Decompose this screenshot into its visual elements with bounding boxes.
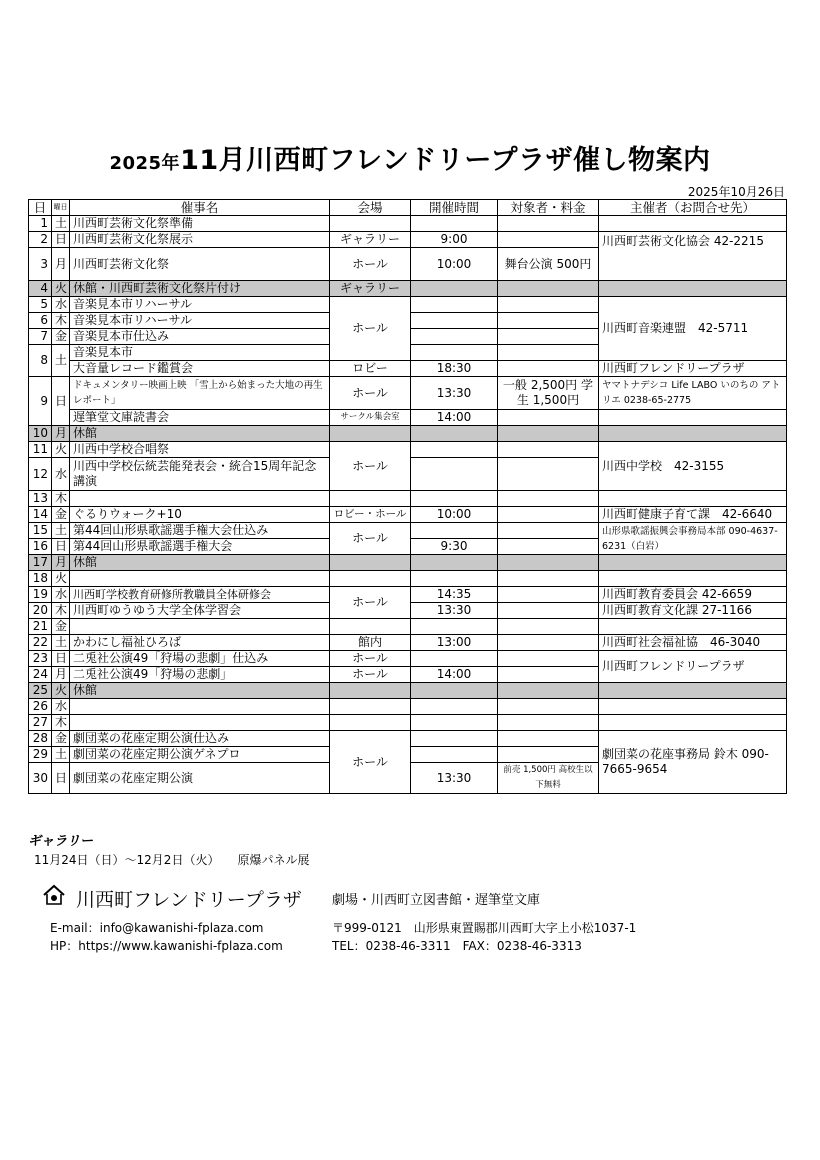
venue-cell: サークル集会室 bbox=[330, 410, 411, 426]
price-cell: 舞台公演 500円 bbox=[498, 248, 599, 281]
weekday-cell: 日 bbox=[52, 763, 70, 794]
price-cell bbox=[498, 458, 599, 491]
event-cell: 川西町芸術文化祭 bbox=[70, 248, 330, 281]
weekday-cell: 日 bbox=[52, 651, 70, 667]
price-cell bbox=[498, 731, 599, 747]
table-row bbox=[29, 361, 787, 377]
venue-cell bbox=[330, 683, 411, 699]
time-cell bbox=[411, 699, 498, 715]
organizer-cell bbox=[599, 410, 787, 426]
weekday-cell: 月 bbox=[52, 426, 70, 442]
price-cell bbox=[498, 345, 599, 361]
venue-cell: ホール bbox=[330, 523, 411, 555]
event-cell bbox=[70, 715, 330, 731]
event-cell: 音楽見本市リハーサル bbox=[70, 297, 330, 313]
weekday-cell: 金 bbox=[52, 731, 70, 747]
venue-cell bbox=[330, 555, 411, 571]
time-cell bbox=[411, 345, 498, 361]
organizer-cell bbox=[599, 683, 787, 699]
weekday-cell: 日 bbox=[52, 377, 70, 426]
day-cell: 23 bbox=[29, 651, 52, 667]
time-cell bbox=[411, 281, 498, 297]
weekday-cell: 火 bbox=[52, 571, 70, 587]
footer-address: 〒999-0121 山形県東置賜郡川西町大字上小松1037-1 bbox=[332, 921, 637, 935]
weekday-cell: 金 bbox=[52, 507, 70, 523]
table-row bbox=[29, 442, 787, 458]
weekday-cell: 水 bbox=[52, 297, 70, 313]
header-event: 催事名 bbox=[70, 200, 330, 216]
venue-cell bbox=[330, 426, 411, 442]
weekday-cell: 火 bbox=[52, 281, 70, 297]
day-cell: 26 bbox=[29, 699, 52, 715]
event-cell: ぐるりウォーク+10 bbox=[70, 507, 330, 523]
venue-cell: ホール bbox=[330, 651, 411, 667]
day-cell: 12 bbox=[29, 458, 52, 491]
weekday-cell: 日 bbox=[52, 539, 70, 555]
price-cell bbox=[498, 603, 599, 619]
header-time: 開催時間 bbox=[411, 200, 498, 216]
header-day: 日 bbox=[29, 200, 52, 216]
time-cell bbox=[411, 313, 498, 329]
organizer-cell: 川西中学校 42-3155 bbox=[599, 442, 787, 491]
footer-facilities: 劇場・川西町立図書館・遅筆堂文庫 bbox=[332, 893, 541, 908]
table-row bbox=[29, 297, 787, 313]
footer-hp: HP：https://www.kawanishi-fplaza.com bbox=[50, 939, 283, 953]
table-row bbox=[29, 216, 787, 232]
organizer-cell bbox=[599, 281, 787, 297]
time-cell: 13:30 bbox=[411, 763, 498, 794]
day-cell: 11 bbox=[29, 442, 52, 458]
price-cell bbox=[498, 216, 599, 232]
venue-cell bbox=[330, 216, 411, 232]
price-cell: 前売 1,500円 高校生以下無料 bbox=[498, 763, 599, 794]
day-cell: 13 bbox=[29, 491, 52, 507]
event-cell: 休館 bbox=[70, 555, 330, 571]
weekday-cell: 金 bbox=[52, 329, 70, 345]
price-cell bbox=[498, 523, 599, 539]
weekday-cell: 土 bbox=[52, 345, 70, 377]
weekday-cell: 水 bbox=[52, 587, 70, 603]
day-cell: 9 bbox=[29, 377, 52, 426]
price-cell bbox=[498, 571, 599, 587]
day-cell: 19 bbox=[29, 587, 52, 603]
venue-cell: ホール bbox=[330, 667, 411, 683]
table-row bbox=[29, 377, 787, 410]
day-cell: 20 bbox=[29, 603, 52, 619]
venue-cell: ホール bbox=[330, 442, 411, 491]
event-cell: 休館 bbox=[70, 426, 330, 442]
venue-cell bbox=[330, 491, 411, 507]
time-cell: 10:00 bbox=[411, 507, 498, 523]
event-cell: 休館 bbox=[70, 683, 330, 699]
organizer-cell bbox=[599, 555, 787, 571]
title-year: 2025年 bbox=[109, 153, 181, 174]
time-cell: 9:00 bbox=[411, 232, 498, 248]
table-row bbox=[29, 555, 787, 571]
time-cell bbox=[411, 491, 498, 507]
venue-cell: ホール bbox=[330, 248, 411, 281]
table-row bbox=[29, 587, 787, 603]
day-cell: 25 bbox=[29, 683, 52, 699]
time-cell bbox=[411, 426, 498, 442]
day-cell: 14 bbox=[29, 507, 52, 523]
time-cell: 9:30 bbox=[411, 539, 498, 555]
day-cell: 24 bbox=[29, 667, 52, 683]
time-cell bbox=[411, 458, 498, 491]
organizer-cell bbox=[599, 699, 787, 715]
time-cell: 13:30 bbox=[411, 377, 498, 410]
time-cell bbox=[411, 619, 498, 635]
price-cell bbox=[498, 361, 599, 377]
table-row bbox=[29, 731, 787, 747]
table-row bbox=[29, 683, 787, 699]
event-cell: 川西町ゆうゆう大学全体学習会 bbox=[70, 603, 330, 619]
day-cell: 18 bbox=[29, 571, 52, 587]
time-cell bbox=[411, 523, 498, 539]
time-cell bbox=[411, 216, 498, 232]
day-cell: 30 bbox=[29, 763, 52, 794]
day-cell: 27 bbox=[29, 715, 52, 731]
venue-cell: ホール bbox=[330, 297, 411, 361]
price-cell bbox=[498, 313, 599, 329]
weekday-cell: 月 bbox=[52, 667, 70, 683]
event-cell: 劇団菜の花座定期公演ゲネプロ bbox=[70, 747, 330, 763]
table-row bbox=[29, 651, 787, 667]
organizer-cell: 川西町音楽連盟 42-5711 bbox=[599, 297, 787, 361]
price-cell bbox=[498, 281, 599, 297]
event-cell: 川西町学校教育研修所教職員全体研修会 bbox=[70, 587, 330, 603]
table-row bbox=[29, 715, 787, 731]
table-row bbox=[29, 281, 787, 297]
time-cell: 14:00 bbox=[411, 410, 498, 426]
organizer-cell: 川西町フレンドリープラザ bbox=[599, 361, 787, 377]
day-cell: 1 bbox=[29, 216, 52, 232]
day-cell: 6 bbox=[29, 313, 52, 329]
day-cell: 21 bbox=[29, 619, 52, 635]
event-cell: 劇団菜の花座定期公演仕込み bbox=[70, 731, 330, 747]
time-cell: 14:00 bbox=[411, 667, 498, 683]
header-venue: 会場 bbox=[330, 200, 411, 216]
price-cell bbox=[498, 699, 599, 715]
footer-email: E-mail：info@kawanishi-fplaza.com bbox=[50, 921, 264, 935]
as-of-date: 2025年10月26日 bbox=[687, 185, 785, 199]
weekday-cell: 金 bbox=[52, 619, 70, 635]
weekday-cell: 土 bbox=[52, 635, 70, 651]
event-cell: 音楽見本市 bbox=[70, 345, 330, 361]
organizer-cell: 川西町教育委員会 42-6659 bbox=[599, 587, 787, 603]
organizer-cell: 劇団菜の花座事務局 鈴木 090-7665-9654 bbox=[599, 731, 787, 794]
organizer-cell bbox=[599, 426, 787, 442]
price-cell bbox=[498, 232, 599, 248]
time-cell bbox=[411, 651, 498, 667]
organizer-cell bbox=[599, 216, 787, 232]
page-title bbox=[0, 138, 820, 177]
price-cell bbox=[498, 329, 599, 345]
venue-cell: ロビー・ホール bbox=[330, 507, 411, 523]
event-cell: 川西中学校合唱祭 bbox=[70, 442, 330, 458]
organizer-cell: 山形県歌謡振興会事務局本部 090-4637-6231（白岩） bbox=[599, 523, 787, 555]
price-cell bbox=[498, 667, 599, 683]
organizer-cell: 川西町フレンドリープラザ bbox=[599, 651, 787, 683]
table-row bbox=[29, 491, 787, 507]
price-cell bbox=[498, 410, 599, 426]
time-cell bbox=[411, 683, 498, 699]
day-cell: 15 bbox=[29, 523, 52, 539]
weekday-cell: 火 bbox=[52, 683, 70, 699]
gallery-dates: 11月24日（日）～12月2日（火） bbox=[34, 853, 220, 867]
price-cell bbox=[498, 715, 599, 731]
weekday-cell: 土 bbox=[52, 523, 70, 539]
price-cell bbox=[498, 442, 599, 458]
weekday-cell: 木 bbox=[52, 313, 70, 329]
weekday-cell: 火 bbox=[52, 442, 70, 458]
weekday-cell: 水 bbox=[52, 458, 70, 491]
price-cell bbox=[498, 555, 599, 571]
price-cell bbox=[498, 297, 599, 313]
weekday-cell: 木 bbox=[52, 715, 70, 731]
organizer-cell: 川西町教育文化課 27-1166 bbox=[599, 603, 787, 619]
event-cell: 音楽見本市リハーサル bbox=[70, 313, 330, 329]
day-cell: 4 bbox=[29, 281, 52, 297]
time-cell: 14:35 bbox=[411, 587, 498, 603]
day-cell: 17 bbox=[29, 555, 52, 571]
day-cell: 5 bbox=[29, 297, 52, 313]
price-cell: 一般 2,500円 学生 1,500円 bbox=[498, 377, 599, 410]
weekday-cell: 土 bbox=[52, 216, 70, 232]
event-schedule-table bbox=[28, 199, 787, 794]
day-cell: 16 bbox=[29, 539, 52, 555]
header-price: 対象者・料金 bbox=[498, 200, 599, 216]
price-cell bbox=[498, 635, 599, 651]
table-header-row bbox=[29, 200, 787, 216]
price-cell bbox=[498, 683, 599, 699]
time-cell: 18:30 bbox=[411, 361, 498, 377]
event-cell: ドキュメンタリー映画上映 「雪上から始まった大地の再生レポート」 bbox=[70, 377, 330, 410]
day-cell: 28 bbox=[29, 731, 52, 747]
weekday-cell: 木 bbox=[52, 491, 70, 507]
organizer-cell bbox=[599, 715, 787, 731]
organizer-cell bbox=[599, 619, 787, 635]
title-main: 11月川西町フレンドリープラザ催し物案内 bbox=[180, 145, 711, 176]
weekday-cell: 月 bbox=[52, 248, 70, 281]
venue-cell bbox=[330, 699, 411, 715]
time-cell bbox=[411, 747, 498, 763]
event-cell: 劇団菜の花座定期公演 bbox=[70, 763, 330, 794]
gallery-title: 原爆パネル展 bbox=[237, 853, 310, 867]
weekday-cell: 月 bbox=[52, 555, 70, 571]
day-cell: 10 bbox=[29, 426, 52, 442]
price-cell bbox=[498, 619, 599, 635]
organizer-cell bbox=[599, 491, 787, 507]
venue-cell: ギャラリー bbox=[330, 232, 411, 248]
time-cell bbox=[411, 442, 498, 458]
venue-cell: ギャラリー bbox=[330, 281, 411, 297]
table-row bbox=[29, 619, 787, 635]
weekday-cell: 木 bbox=[52, 603, 70, 619]
time-cell bbox=[411, 297, 498, 313]
table-row bbox=[29, 426, 787, 442]
event-cell: 大音量レコード鑑賞会 bbox=[70, 361, 330, 377]
weekday-cell: 水 bbox=[52, 699, 70, 715]
day-cell: 2 bbox=[29, 232, 52, 248]
event-cell: かわにし福祉ひろば bbox=[70, 635, 330, 651]
weekday-cell: 日 bbox=[52, 232, 70, 248]
organizer-cell: ヤマトナデシコ Life LABO いのちの アトリエ 0238-65-2775 bbox=[599, 377, 787, 410]
event-cell: 遅筆堂文庫読書会 bbox=[70, 410, 330, 426]
venue-cell: 館内 bbox=[330, 635, 411, 651]
header-dow: 曜日 bbox=[52, 200, 70, 216]
table-row bbox=[29, 507, 787, 523]
event-cell bbox=[70, 619, 330, 635]
time-cell bbox=[411, 731, 498, 747]
time-cell bbox=[411, 329, 498, 345]
venue-cell bbox=[330, 619, 411, 635]
event-cell: 第44回山形県歌謡選手権大会仕込み bbox=[70, 523, 330, 539]
event-cell: 休館・川西町芸術文化祭片付け bbox=[70, 281, 330, 297]
organizer-cell: 川西町健康子育て課 42-6640 bbox=[599, 507, 787, 523]
venue-cell: ホール bbox=[330, 377, 411, 410]
footer-tel: TEL：0238-46-3311 FAX：0238-46-3313 bbox=[332, 939, 582, 953]
organizer-cell bbox=[599, 571, 787, 587]
venue-cell bbox=[330, 715, 411, 731]
price-cell bbox=[498, 539, 599, 555]
time-cell bbox=[411, 555, 498, 571]
venue-cell bbox=[330, 571, 411, 587]
time-cell: 10:00 bbox=[411, 248, 498, 281]
price-cell bbox=[498, 491, 599, 507]
event-cell: 二兎社公演49「狩場の悲劇」 bbox=[70, 667, 330, 683]
event-cell: 第44回山形県歌謡選手権大会 bbox=[70, 539, 330, 555]
organizer-cell: 川西町社会福祉協 46-3040 bbox=[599, 635, 787, 651]
venue-cell: ホール bbox=[330, 587, 411, 619]
event-cell: 二兎社公演49「狩場の悲劇」仕込み bbox=[70, 651, 330, 667]
footer-org-name: 川西町フレンドリープラザ bbox=[76, 889, 302, 911]
event-cell: 川西町芸術文化祭準備 bbox=[70, 216, 330, 232]
table-row bbox=[29, 635, 787, 651]
table-row bbox=[29, 571, 787, 587]
price-cell bbox=[498, 651, 599, 667]
gallery-info bbox=[34, 851, 309, 868]
header-organizer: 主催者（お問合せ先） bbox=[599, 200, 787, 216]
event-cell: 川西町芸術文化祭展示 bbox=[70, 232, 330, 248]
event-cell bbox=[70, 699, 330, 715]
plaza-logo-icon bbox=[42, 884, 66, 906]
price-cell bbox=[498, 747, 599, 763]
event-cell: 川西中学校伝統芸能発表会・統合15周年記念講演 bbox=[70, 458, 330, 491]
price-cell bbox=[498, 426, 599, 442]
time-cell bbox=[411, 715, 498, 731]
venue-cell: ホール bbox=[330, 731, 411, 794]
day-cell: 22 bbox=[29, 635, 52, 651]
day-cell: 29 bbox=[29, 747, 52, 763]
event-cell bbox=[70, 571, 330, 587]
event-cell bbox=[70, 491, 330, 507]
table-row bbox=[29, 232, 787, 248]
time-cell: 13:30 bbox=[411, 603, 498, 619]
price-cell bbox=[498, 507, 599, 523]
price-cell bbox=[498, 587, 599, 603]
table-row bbox=[29, 699, 787, 715]
venue-cell: ロビー bbox=[330, 361, 411, 377]
day-cell: 8 bbox=[29, 345, 52, 377]
day-cell: 7 bbox=[29, 329, 52, 345]
time-cell bbox=[411, 571, 498, 587]
table-row bbox=[29, 523, 787, 539]
event-cell: 音楽見本市仕込み bbox=[70, 329, 330, 345]
time-cell: 13:00 bbox=[411, 635, 498, 651]
organizer-cell: 川西町芸術文化協会 42-2215 bbox=[599, 232, 787, 281]
gallery-label: ギャラリー bbox=[28, 834, 94, 849]
day-cell: 3 bbox=[29, 248, 52, 281]
table-row bbox=[29, 410, 787, 426]
weekday-cell: 土 bbox=[52, 747, 70, 763]
